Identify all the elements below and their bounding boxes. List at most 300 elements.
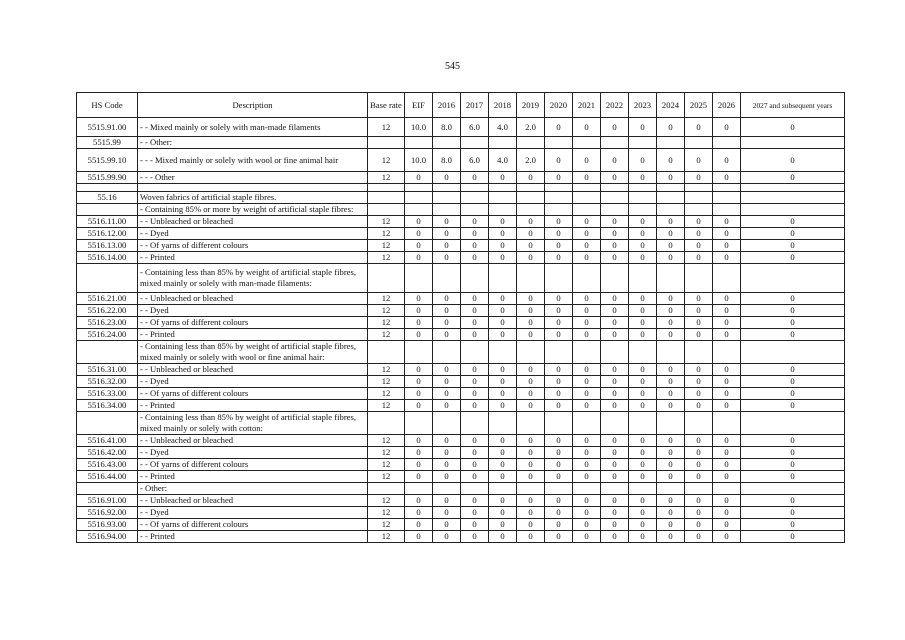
- rate-cell: 0: [629, 149, 657, 172]
- description-cell: - Other:: [138, 483, 368, 495]
- rate-cell: 4.0: [489, 118, 517, 137]
- description-cell: - - Printed: [138, 400, 368, 412]
- table-header-row: [77, 93, 845, 118]
- rate-cell: 0: [433, 531, 461, 543]
- hs-code-cell: 5516.23.00: [77, 317, 138, 329]
- rate-cell: [489, 341, 517, 364]
- table-row: [77, 471, 845, 483]
- rate-cell: [601, 137, 629, 149]
- rate-cell: 0: [433, 364, 461, 376]
- rate-cell: [713, 483, 741, 495]
- table-row: [77, 264, 845, 293]
- rate-cell: [601, 204, 629, 216]
- rate-cell: [433, 192, 461, 204]
- rate-cell: 0: [517, 459, 545, 471]
- rate-cell: 0: [713, 495, 741, 507]
- table-row: [77, 388, 845, 400]
- hs-code-cell: 55.16: [77, 192, 138, 204]
- rate-cell: 0: [517, 293, 545, 305]
- rate-cell: [405, 137, 433, 149]
- rate-cell: 0: [685, 149, 713, 172]
- description-cell: - - Unbleached or bleached: [138, 495, 368, 507]
- rate-cell: 10.0: [405, 149, 433, 172]
- rate-cell: 0: [545, 388, 573, 400]
- description-cell: - - - Other: [138, 172, 368, 184]
- rate-cell: 0: [685, 376, 713, 388]
- rate-cell: 0: [461, 507, 489, 519]
- rate-cell: 0: [601, 376, 629, 388]
- rate-cell: 0: [713, 400, 741, 412]
- hs-code-cell: 5516.92.00: [77, 507, 138, 519]
- rate-cell: 0: [601, 471, 629, 483]
- rate-cell: [685, 137, 713, 149]
- rate-cell: 0: [517, 400, 545, 412]
- rate-cell: 0: [685, 252, 713, 264]
- empty-cell: [461, 184, 489, 192]
- rate-cell: 0: [685, 519, 713, 531]
- rate-cell: 2.0: [517, 118, 545, 137]
- rate-cell: [573, 483, 601, 495]
- rate-cell: 0: [545, 376, 573, 388]
- rate-cell: 0: [461, 228, 489, 240]
- rate-cell: 0: [433, 519, 461, 531]
- rate-cell: 0: [489, 459, 517, 471]
- rate-cell: 0: [489, 495, 517, 507]
- rate-cell: 0: [489, 172, 517, 184]
- table-row: [77, 376, 845, 388]
- hs-code-cell: 5515.99.10: [77, 149, 138, 172]
- rate-cell: [601, 341, 629, 364]
- rate-cell: 0: [573, 519, 601, 531]
- rate-cell: 0: [461, 252, 489, 264]
- rate-cell: 0: [713, 519, 741, 531]
- table-row: [77, 459, 845, 471]
- rate-cell: [713, 192, 741, 204]
- rate-cell: 0: [517, 447, 545, 459]
- rate-cell: 0: [601, 293, 629, 305]
- rate-cell: 0: [685, 400, 713, 412]
- table-row: [77, 118, 845, 137]
- rate-cell: [405, 341, 433, 364]
- rate-cell: [489, 483, 517, 495]
- description-cell: - Containing less than 85% by weight of artificial staple fibres, mixed mainly or solely with man-made filaments:: [138, 264, 368, 293]
- rate-cell: 0: [405, 305, 433, 317]
- rate-cell: [601, 412, 629, 435]
- description-cell: - - Of yarns of different colours: [138, 459, 368, 471]
- rate-cell: 0: [545, 495, 573, 507]
- page-number: 545: [445, 61, 460, 72]
- rate-cell: [545, 137, 573, 149]
- rate-cell: 0: [573, 149, 601, 172]
- rate-cell: 0: [545, 216, 573, 228]
- rate-cell: 0: [601, 495, 629, 507]
- rate-cell: 0: [489, 305, 517, 317]
- description-cell: - Containing less than 85% by weight of artificial staple fibres, mixed mainly or solely with cotton:: [138, 412, 368, 435]
- rate-cell: 0: [601, 118, 629, 137]
- empty-cell: [405, 184, 433, 192]
- empty-cell: [657, 184, 685, 192]
- rate-cell: 0: [489, 364, 517, 376]
- rate-cell: 0: [713, 216, 741, 228]
- rate-cell: [573, 192, 601, 204]
- rate-cell: 0: [517, 240, 545, 252]
- table-row: [77, 317, 845, 329]
- rate-cell: 0: [405, 495, 433, 507]
- header-2020: 2020: [545, 93, 573, 118]
- hs-code-cell: 5516.13.00: [77, 240, 138, 252]
- rate-cell: 0: [657, 507, 685, 519]
- rate-cell: 0: [405, 317, 433, 329]
- base-rate-cell: 12: [368, 388, 405, 400]
- empty-cell: [489, 184, 517, 192]
- empty-cell: [713, 184, 741, 192]
- hs-code-cell: 5516.31.00: [77, 364, 138, 376]
- rate-cell: [433, 483, 461, 495]
- empty-cell: [138, 184, 368, 192]
- rate-cell: 0: [741, 531, 845, 543]
- rate-cell: [405, 412, 433, 435]
- rate-cell: 0: [657, 435, 685, 447]
- rate-cell: 4.0: [489, 149, 517, 172]
- rate-cell: 0: [657, 216, 685, 228]
- rate-cell: 0: [517, 216, 545, 228]
- table-row: [77, 519, 845, 531]
- rate-cell: 0: [405, 435, 433, 447]
- rate-cell: [741, 137, 845, 149]
- rate-cell: 0: [629, 329, 657, 341]
- rate-cell: [545, 204, 573, 216]
- rate-cell: [741, 264, 845, 293]
- empty-cell: [741, 184, 845, 192]
- rate-cell: [517, 341, 545, 364]
- description-cell: - - Unbleached or bleached: [138, 364, 368, 376]
- rate-cell: 0: [573, 471, 601, 483]
- rate-cell: [573, 204, 601, 216]
- rate-cell: 0: [741, 305, 845, 317]
- rate-cell: [657, 204, 685, 216]
- rate-cell: 0: [685, 447, 713, 459]
- rate-cell: [685, 412, 713, 435]
- rate-cell: [545, 483, 573, 495]
- rate-cell: 0: [601, 400, 629, 412]
- rate-cell: 0: [657, 531, 685, 543]
- rate-cell: 0: [489, 435, 517, 447]
- rate-cell: 0: [405, 240, 433, 252]
- empty-cell: [77, 184, 138, 192]
- hs-code-cell: [77, 204, 138, 216]
- hs-code-cell: 5516.93.00: [77, 519, 138, 531]
- table-row: [77, 172, 845, 184]
- rate-cell: 0: [405, 376, 433, 388]
- description-cell: - - - Mixed mainly or solely with wool or fine animal hair: [138, 149, 368, 172]
- rate-cell: 0: [741, 495, 845, 507]
- rate-cell: 0: [405, 400, 433, 412]
- hs-code-cell: 5516.11.00: [77, 216, 138, 228]
- rate-cell: 0: [405, 447, 433, 459]
- rate-cell: [489, 412, 517, 435]
- rate-cell: 0: [741, 317, 845, 329]
- base-rate-cell: 12: [368, 376, 405, 388]
- rate-cell: [461, 412, 489, 435]
- rate-cell: 0: [461, 531, 489, 543]
- rate-cell: 0: [517, 317, 545, 329]
- rate-cell: 0: [461, 388, 489, 400]
- rate-cell: [433, 264, 461, 293]
- rate-cell: [713, 264, 741, 293]
- rate-cell: 0: [433, 252, 461, 264]
- rate-cell: [601, 192, 629, 204]
- rate-cell: 0: [741, 172, 845, 184]
- rate-cell: 0: [433, 293, 461, 305]
- rate-cell: [685, 264, 713, 293]
- rate-cell: 0: [713, 252, 741, 264]
- rate-cell: 10.0: [405, 118, 433, 137]
- rate-cell: 0: [461, 376, 489, 388]
- rate-cell: 0: [461, 495, 489, 507]
- rate-cell: [489, 264, 517, 293]
- rate-cell: [741, 412, 845, 435]
- rate-cell: 0: [489, 252, 517, 264]
- rate-cell: [741, 192, 845, 204]
- rate-cell: 0: [713, 240, 741, 252]
- rate-cell: 0: [629, 172, 657, 184]
- rate-cell: 0: [629, 471, 657, 483]
- rate-cell: [741, 204, 845, 216]
- rate-cell: [517, 264, 545, 293]
- rate-cell: 0: [601, 447, 629, 459]
- rate-cell: 0: [545, 118, 573, 137]
- rate-cell: 0: [713, 172, 741, 184]
- base-rate-cell: 12: [368, 471, 405, 483]
- rate-cell: 0: [741, 447, 845, 459]
- rate-cell: 0: [517, 531, 545, 543]
- rate-cell: 0: [489, 329, 517, 341]
- rate-cell: 0: [629, 317, 657, 329]
- rate-cell: 0: [405, 228, 433, 240]
- rate-cell: [489, 192, 517, 204]
- rate-cell: 0: [545, 531, 573, 543]
- rate-cell: [489, 137, 517, 149]
- rate-cell: [461, 192, 489, 204]
- rate-cell: 0: [601, 240, 629, 252]
- rate-cell: 0: [629, 364, 657, 376]
- rate-cell: 0: [517, 252, 545, 264]
- rate-cell: [657, 192, 685, 204]
- rate-cell: 0: [489, 293, 517, 305]
- rate-cell: [601, 264, 629, 293]
- rate-cell: 8.0: [433, 149, 461, 172]
- description-cell: - Containing 85% or more by weight of artificial staple fibres:: [138, 204, 368, 216]
- rate-cell: 0: [601, 305, 629, 317]
- empty-cell: [629, 184, 657, 192]
- rate-cell: 0: [741, 471, 845, 483]
- rate-cell: 0: [461, 240, 489, 252]
- header-2024: 2024: [657, 93, 685, 118]
- base-rate-cell: 12: [368, 459, 405, 471]
- rate-cell: 0: [741, 435, 845, 447]
- hs-code-cell: 5516.24.00: [77, 329, 138, 341]
- rate-cell: 0: [713, 364, 741, 376]
- rate-cell: 0: [517, 228, 545, 240]
- rate-cell: 0: [545, 172, 573, 184]
- rate-cell: 0: [405, 252, 433, 264]
- rate-cell: 0: [489, 471, 517, 483]
- hs-code-cell: 5516.91.00: [77, 495, 138, 507]
- rate-cell: 0: [685, 435, 713, 447]
- rate-cell: [405, 192, 433, 204]
- rate-cell: 0: [629, 252, 657, 264]
- rate-cell: 0: [741, 507, 845, 519]
- rate-cell: 0: [433, 376, 461, 388]
- rate-cell: 0: [573, 118, 601, 137]
- rate-cell: 0: [657, 364, 685, 376]
- rate-cell: 0: [657, 376, 685, 388]
- rate-cell: [405, 483, 433, 495]
- rate-cell: 0: [629, 507, 657, 519]
- hs-code-cell: 5516.34.00: [77, 400, 138, 412]
- rate-cell: 0: [405, 471, 433, 483]
- rate-cell: 0: [545, 435, 573, 447]
- table-row: [77, 495, 845, 507]
- rate-cell: 0: [741, 400, 845, 412]
- rate-cell: 0: [629, 447, 657, 459]
- rate-cell: 0: [461, 400, 489, 412]
- rate-cell: 0: [713, 149, 741, 172]
- rate-cell: 0: [573, 376, 601, 388]
- table-row: [77, 293, 845, 305]
- rate-cell: 0: [629, 228, 657, 240]
- description-cell: - - Unbleached or bleached: [138, 435, 368, 447]
- rate-cell: 0: [657, 329, 685, 341]
- rate-cell: 0: [489, 228, 517, 240]
- base-rate-cell: 12: [368, 240, 405, 252]
- rate-cell: 0: [657, 388, 685, 400]
- table-row: [77, 364, 845, 376]
- description-cell: - - Unbleached or bleached: [138, 293, 368, 305]
- rate-cell: 0: [573, 388, 601, 400]
- base-rate-cell: 12: [368, 149, 405, 172]
- rate-cell: [741, 483, 845, 495]
- rate-cell: [461, 137, 489, 149]
- rate-cell: 0: [657, 471, 685, 483]
- rate-cell: 0: [685, 293, 713, 305]
- rate-cell: [685, 483, 713, 495]
- hs-code-cell: 5516.42.00: [77, 447, 138, 459]
- table-body: [77, 118, 845, 543]
- rate-cell: 0: [713, 435, 741, 447]
- base-rate-cell: 12: [368, 495, 405, 507]
- rate-cell: [461, 204, 489, 216]
- rate-cell: [517, 412, 545, 435]
- table-row: [77, 216, 845, 228]
- base-rate-cell: [368, 137, 405, 149]
- hs-code-cell: 5516.44.00: [77, 471, 138, 483]
- rate-cell: 0: [713, 388, 741, 400]
- header-base-rate: Base rate: [368, 93, 405, 118]
- rate-cell: 0: [433, 240, 461, 252]
- rate-cell: 0: [405, 329, 433, 341]
- rate-cell: [713, 412, 741, 435]
- rate-cell: 0: [573, 228, 601, 240]
- empty-cell: [433, 184, 461, 192]
- rate-cell: 0: [685, 531, 713, 543]
- empty-cell: [601, 184, 629, 192]
- description-cell: - - Printed: [138, 531, 368, 543]
- rate-cell: 0: [573, 329, 601, 341]
- hs-code-cell: 5516.22.00: [77, 305, 138, 317]
- table-row: [77, 341, 845, 364]
- header-2021: 2021: [573, 93, 601, 118]
- rate-cell: 0: [573, 531, 601, 543]
- rate-cell: 0: [629, 240, 657, 252]
- rate-cell: 0: [601, 317, 629, 329]
- base-rate-cell: [368, 341, 405, 364]
- hs-code-cell: 5516.41.00: [77, 435, 138, 447]
- rate-cell: [685, 341, 713, 364]
- rate-cell: 0: [685, 228, 713, 240]
- rate-cell: 0: [685, 317, 713, 329]
- rate-cell: 0: [629, 531, 657, 543]
- table-spacer-row: [77, 184, 845, 192]
- table-row: [77, 329, 845, 341]
- rate-cell: 0: [685, 216, 713, 228]
- header-eif: EIF: [405, 93, 433, 118]
- table-row: [77, 305, 845, 317]
- hs-code-cell: 5516.21.00: [77, 293, 138, 305]
- rate-cell: 0: [685, 118, 713, 137]
- hs-code-cell: 5515.99: [77, 137, 138, 149]
- rate-cell: 0: [657, 305, 685, 317]
- rate-cell: 0: [629, 216, 657, 228]
- base-rate-cell: 12: [368, 172, 405, 184]
- rate-cell: [629, 204, 657, 216]
- base-rate-cell: 12: [368, 118, 405, 137]
- rate-cell: 0: [405, 388, 433, 400]
- base-rate-cell: 12: [368, 364, 405, 376]
- rate-cell: [573, 264, 601, 293]
- rate-cell: [433, 341, 461, 364]
- table-row: [77, 204, 845, 216]
- rate-cell: 0: [433, 317, 461, 329]
- rate-cell: 0: [657, 149, 685, 172]
- rate-cell: [517, 137, 545, 149]
- description-cell: - - Dyed: [138, 376, 368, 388]
- rate-cell: 0: [629, 118, 657, 137]
- rate-cell: 0: [433, 471, 461, 483]
- rate-cell: 0: [545, 329, 573, 341]
- rate-cell: 0: [545, 459, 573, 471]
- rate-cell: [629, 192, 657, 204]
- rate-cell: 0: [573, 172, 601, 184]
- header-description: Description: [138, 93, 368, 118]
- rate-cell: 0: [433, 172, 461, 184]
- rate-cell: 0: [545, 317, 573, 329]
- rate-cell: 0: [601, 388, 629, 400]
- rate-cell: 0: [433, 388, 461, 400]
- rate-cell: 0: [657, 118, 685, 137]
- rate-cell: 0: [545, 471, 573, 483]
- rate-cell: [489, 204, 517, 216]
- rate-cell: 6.0: [461, 118, 489, 137]
- rate-cell: 0: [573, 252, 601, 264]
- rate-cell: 0: [573, 293, 601, 305]
- rate-cell: 6.0: [461, 149, 489, 172]
- rate-cell: 0: [629, 459, 657, 471]
- rate-cell: 0: [601, 364, 629, 376]
- rate-cell: 0: [405, 364, 433, 376]
- rate-cell: 0: [601, 172, 629, 184]
- rate-cell: 0: [629, 305, 657, 317]
